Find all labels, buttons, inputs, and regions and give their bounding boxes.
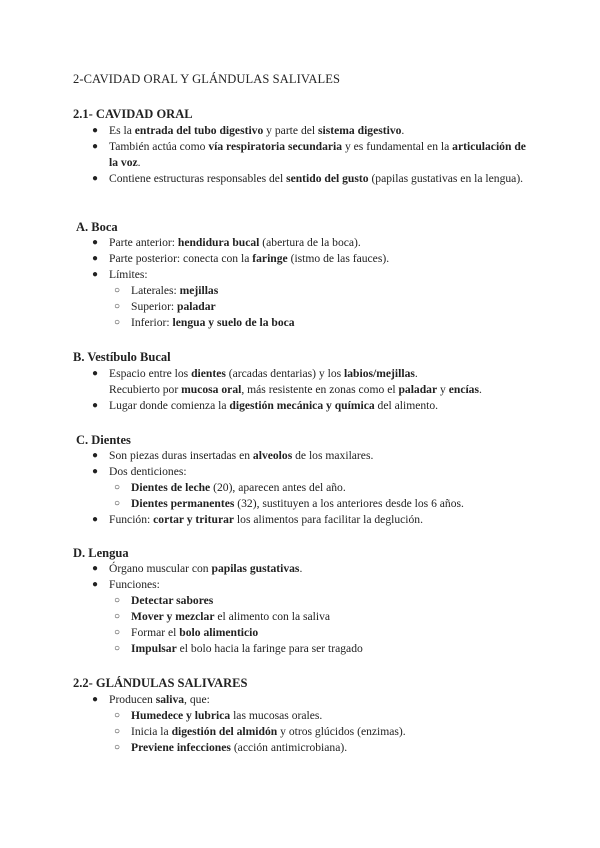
bold-term: Mover y mezclar — [131, 610, 215, 623]
glandulas-list — [90, 692, 530, 756]
bold-term: cortar y triturar — [153, 513, 235, 526]
list-item-text: Función: cortar y triturar los alimentos para facilitar la deglución. — [109, 513, 424, 526]
list-item-text: Dientes de leche (20), aparecen antes del año. — [131, 481, 346, 494]
list-item-text: Previene infecciones (acción antimicrobiana). — [131, 741, 348, 754]
dientes-list — [90, 448, 530, 528]
bullet-icon: ● — [91, 125, 99, 136]
sub-list-item — [112, 283, 530, 299]
subheading-dientes: C. Dientes — [76, 433, 131, 447]
list-item-text: Parte posterior: conecta con la faringe (istmo de las fauces). — [109, 252, 390, 265]
bold-term: Impulsar — [131, 642, 177, 655]
sub-list — [90, 593, 530, 657]
subheading-lengua: D. Lengua — [73, 546, 129, 560]
bold-term: paladar — [177, 300, 216, 313]
bold-term: entrada del tubo digestivo — [134, 124, 264, 137]
sub-list-container — [90, 283, 530, 331]
bullet-icon: ● — [91, 269, 99, 280]
bullet-icon: ● — [91, 450, 99, 461]
list-item — [90, 235, 530, 251]
list-item-text: Dos denticiones: — [109, 465, 187, 478]
bold-term: Dientes de leche — [131, 481, 211, 494]
sub-list — [90, 283, 530, 331]
bold-term: digestión del almidón — [171, 725, 278, 738]
bullet-icon: ○ — [113, 643, 121, 654]
bullet-icon: ● — [91, 563, 99, 574]
sub-list — [90, 480, 530, 512]
cavidad-oral-list — [90, 123, 530, 187]
bold-term: encías — [448, 383, 479, 396]
bullet-icon: ● — [91, 253, 99, 264]
sub-list-item — [112, 641, 530, 657]
bold-term: Previene infecciones — [131, 741, 231, 754]
list-item-text: Dientes permanentes (32), sustituyen a los anteriores desde los 6 años. — [131, 497, 464, 510]
bold-term: labios/mejillas — [344, 367, 415, 380]
bold-term: articulación de la voz — [109, 140, 526, 169]
bullet-icon: ● — [91, 579, 99, 590]
sub-list-item — [112, 708, 530, 724]
vestibulo-list — [90, 366, 530, 414]
list-item-text: Órgano muscular con papilas gustativas. — [109, 562, 303, 575]
bullet-icon: ○ — [113, 595, 121, 606]
bold-term: sistema digestivo — [318, 124, 402, 137]
sub-list-item — [112, 740, 530, 756]
sub-list-item — [112, 480, 530, 496]
list-item — [90, 464, 530, 480]
bold-term: Humedece y lubrica — [131, 709, 231, 722]
bold-term: lengua y suelo de la boca — [172, 316, 295, 329]
list-item — [90, 398, 530, 414]
list-item — [90, 251, 530, 267]
bold-term: vía respiratoria secundaria — [208, 140, 343, 153]
list-item-text: También actúa como vía respiratoria secundaria y es fundamental en la articulación de la voz. — [109, 140, 526, 169]
bold-term: mucosa oral — [181, 383, 242, 396]
bullet-icon: ○ — [113, 285, 121, 296]
bold-term: faringe — [252, 252, 288, 265]
bold-term: Dientes permanentes — [131, 497, 235, 510]
list-item — [90, 561, 530, 577]
bold-term: paladar — [398, 383, 438, 396]
bold-term: mejillas — [179, 284, 219, 297]
bold-term: papilas gustativas — [211, 562, 300, 575]
list-item-text: Son piezas duras insertadas en alveolos de los maxilares. — [109, 449, 374, 462]
list-item-text: Límites: — [109, 268, 148, 281]
bullet-icon: ● — [91, 368, 99, 379]
list-item-text: Parte anterior: hendidura bucal (abertura de la boca). — [109, 236, 361, 249]
sub-list-container — [90, 708, 530, 756]
sub-list-item — [112, 724, 530, 740]
section-heading-cavidad-oral: 2.1- CAVIDAD ORAL — [73, 107, 193, 121]
document-title: 2-CAVIDAD ORAL Y GLÁNDULAS SALIVALES — [73, 72, 341, 86]
bullet-icon: ○ — [113, 482, 121, 493]
list-item — [90, 512, 530, 528]
sub-list — [90, 708, 530, 756]
bullet-icon: ○ — [113, 726, 121, 737]
bullet-icon: ○ — [113, 498, 121, 509]
list-item — [90, 171, 530, 187]
list-item — [90, 366, 530, 398]
bullet-icon: ○ — [113, 627, 121, 638]
bold-term: Detectar sabores — [131, 594, 214, 607]
list-item-text: Impulsar el bolo hacia la faringe para ser tragado — [131, 642, 363, 655]
list-item-text — [131, 594, 213, 607]
subheading-boca: A. Boca — [76, 220, 118, 234]
list-item — [90, 139, 530, 171]
bullet-icon: ● — [91, 514, 99, 525]
list-item-text: Superior: paladar — [131, 300, 216, 313]
sub-list-container — [90, 480, 530, 512]
bold-term: sentido del gusto — [286, 172, 369, 185]
bullet-icon: ○ — [113, 742, 121, 753]
sub-list-item — [112, 593, 530, 609]
list-item — [90, 448, 530, 464]
sub-list-item — [112, 625, 530, 641]
bullet-icon: ● — [91, 694, 99, 705]
section-heading-glandulas-salivares: 2.2- GLÁNDULAS SALIVARES — [73, 676, 248, 690]
list-item-text: Mover y mezclar el alimento con la saliva — [131, 610, 331, 623]
bullet-icon: ● — [91, 141, 99, 152]
list-item-text: Espacio entre los dientes (arcadas dentarias) y los labios/mejillas. Recubierto por mucosa oral, más resistente en zonas como el paladar y encías. — [109, 367, 482, 396]
list-item-text: Contiene estructuras responsables del sentido del gusto (papilas gustativas en la lengua). — [109, 172, 524, 185]
bold-term: bolo alimenticio — [179, 626, 259, 639]
list-item-text: Funciones: — [109, 578, 160, 591]
list-item-text: Laterales: mejillas — [131, 284, 219, 297]
list-item — [90, 267, 530, 283]
bullet-icon: ● — [91, 237, 99, 248]
boca-list — [90, 235, 530, 331]
list-item — [90, 692, 530, 708]
list-item-text: Inferior: lengua y suelo de la boca — [131, 316, 295, 329]
bold-term: alveolos — [252, 449, 293, 462]
list-item-text: Inicia la digestión del almidón y otros glúcidos (enzimas). — [131, 725, 406, 738]
bullet-icon: ● — [91, 400, 99, 411]
bold-term: hendidura bucal — [177, 236, 260, 249]
bold-term: saliva — [155, 693, 185, 706]
sub-list-item — [112, 299, 530, 315]
sub-list-item — [112, 609, 530, 625]
bold-term: digestión mecánica y química — [229, 399, 375, 412]
bullet-icon: ○ — [113, 710, 121, 721]
list-item-text: Formar el bolo alimenticio — [131, 626, 259, 639]
bullet-icon: ○ — [113, 317, 121, 328]
bold-term: dientes — [191, 367, 226, 380]
list-item-text: Humedece y lubrica las mucosas orales. — [131, 709, 323, 722]
sub-list-item — [112, 315, 530, 331]
bullet-icon: ○ — [113, 301, 121, 312]
list-item — [90, 577, 530, 593]
list-item — [90, 123, 530, 139]
list-item-text: Es la entrada del tubo digestivo y parte del sistema digestivo. — [109, 124, 405, 137]
sub-list-item — [112, 496, 530, 512]
list-item-text: Producen saliva, que: — [109, 693, 210, 706]
subheading-vestibulo-bucal: B. Vestíbulo Bucal — [73, 350, 171, 364]
bullet-icon: ○ — [113, 611, 121, 622]
lengua-list — [90, 561, 530, 657]
sub-list-container — [90, 593, 530, 657]
list-item-text: Lugar donde comienza la digestión mecánica y química del alimento. — [109, 399, 439, 412]
bullet-icon: ● — [91, 466, 99, 477]
bullet-icon: ● — [91, 173, 99, 184]
